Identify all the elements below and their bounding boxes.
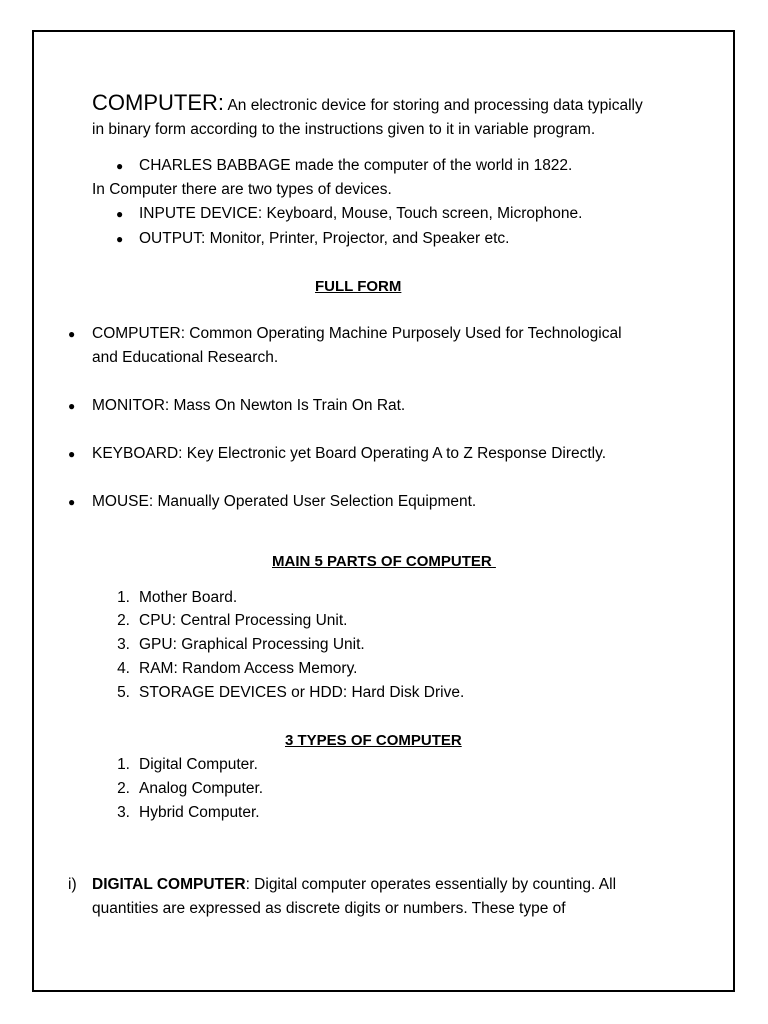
full-form-computer-2: and Educational Research. xyxy=(92,349,279,366)
parts-item-number: 4. xyxy=(117,660,130,677)
fact-babbage: CHARLES BABBAGE made the computer of the world in 1822. xyxy=(139,157,573,174)
types-heading: 3 TYPES OF COMPUTER xyxy=(285,732,462,749)
fact-two-types: In Computer there are two types of devices. xyxy=(92,181,392,198)
digital-term: DIGITAL COMPUTER xyxy=(92,876,246,893)
digital-line-2: quantities are expressed as discrete digits or numbers. These type of xyxy=(92,900,566,917)
fact-input: INPUTE DEVICE: Keyboard, Mouse, Touch screen, Microphone. xyxy=(139,205,583,222)
full-form-keyboard: KEYBOARD: Key Electronic yet Board Operating A to Z Response Directly. xyxy=(92,445,607,462)
digital-marker: i) xyxy=(68,876,77,893)
digital-line-1-rest: : Digital computer operates essentially by counting. All xyxy=(245,876,617,893)
types-item: Digital Computer. xyxy=(139,756,258,773)
fact-output: OUTPUT: Monitor, Printer, Projector, and Speaker etc. xyxy=(139,230,510,247)
parts-item: CPU: Central Processing Unit. xyxy=(139,612,348,629)
bullet-icon: ● xyxy=(116,207,124,221)
parts-item-number: 3. xyxy=(117,636,130,653)
types-item: Hybrid Computer. xyxy=(139,804,260,821)
intro-term-colon: : xyxy=(217,90,225,115)
digital-line-1 xyxy=(92,875,616,895)
parts-item-number: 1. xyxy=(117,589,130,606)
parts-item: RAM: Random Access Memory. xyxy=(139,660,358,677)
full-form-monitor: MONITOR: Mass On Newton Is Train On Rat. xyxy=(92,397,406,414)
bullet-icon: ● xyxy=(68,447,76,461)
full-form-computer-1: COMPUTER: Common Operating Machine Purposely Used for Technological xyxy=(92,325,622,342)
bullet-icon: ● xyxy=(116,232,124,246)
parts-item: GPU: Graphical Processing Unit. xyxy=(139,636,365,653)
intro-line-1 xyxy=(92,90,643,119)
types-item-number: 3. xyxy=(117,804,130,821)
parts-item: STORAGE DEVICES or HDD: Hard Disk Drive. xyxy=(139,684,465,701)
parts-item: Mother Board. xyxy=(139,589,238,606)
bullet-icon: ● xyxy=(116,159,124,173)
intro-term: COMPUTER xyxy=(92,90,218,115)
intro-definition-2: in binary form according to the instructions given to it in variable program. xyxy=(92,121,596,138)
types-item: Analog Computer. xyxy=(139,780,264,797)
full-form-heading: FULL FORM xyxy=(315,278,402,295)
types-item-number: 2. xyxy=(117,780,130,797)
bullet-icon: ● xyxy=(68,495,76,509)
bullet-icon: ● xyxy=(68,399,76,413)
full-form-mouse: MOUSE: Manually Operated User Selection Equipment. xyxy=(92,493,477,510)
bullet-icon: ● xyxy=(68,327,76,341)
parts-item-number: 5. xyxy=(117,684,130,701)
intro-definition-1: An electronic device for storing and processing data typically xyxy=(227,97,643,114)
types-item-number: 1. xyxy=(117,756,130,773)
parts-item-number: 2. xyxy=(117,612,130,629)
parts-heading: MAIN 5 PARTS OF COMPUTER xyxy=(272,553,496,570)
